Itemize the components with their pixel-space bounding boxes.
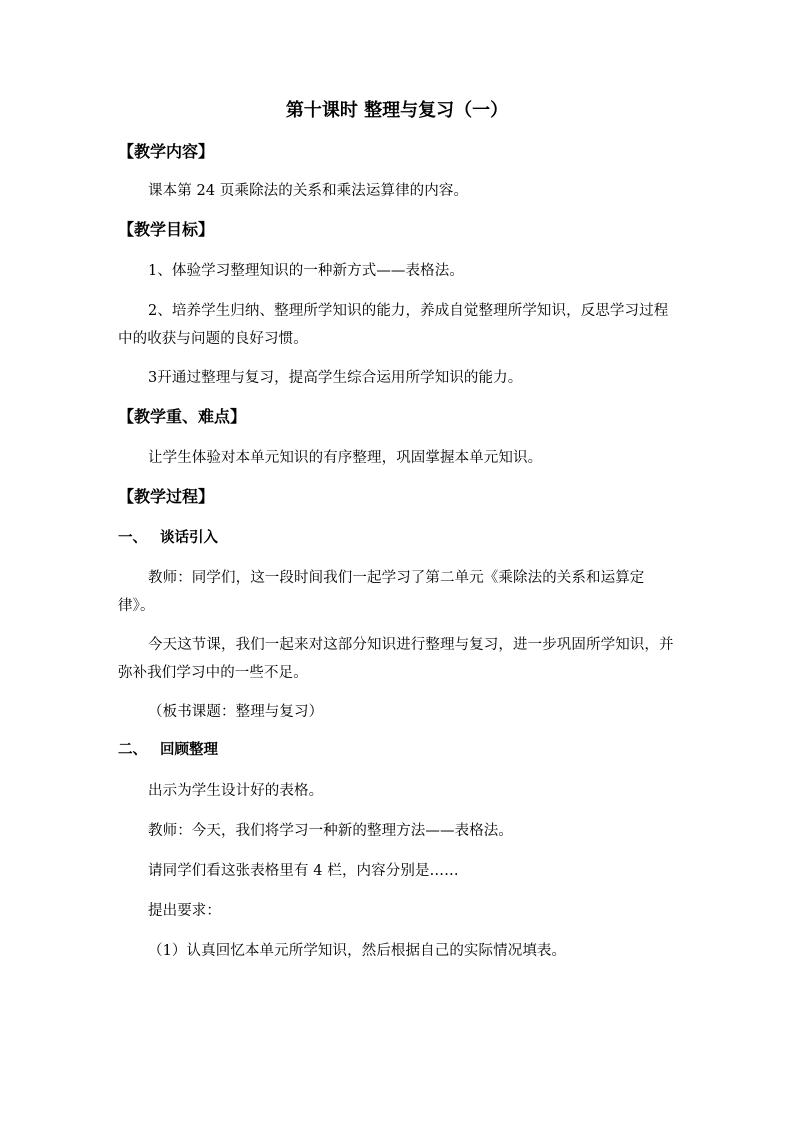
heading-key-points: 【教学重、难点】 xyxy=(118,407,247,426)
goal-item-2: 2、培养学生归纳、整理所学知识的能力，养成自觉整理所学知识，反思学习过程中的收获与问题的良好习惯。 xyxy=(118,303,669,347)
part-1-title: 谈话引入 xyxy=(160,530,218,546)
goal-item-3: 3幵通过整理与复习，提高学生综合运用所学知识的能力。 xyxy=(148,370,523,386)
part-1-paragraph-1: 教师：同学们，这一段时间我们一起学习了第二单元《乘除法的关系和运算定律》。 xyxy=(118,570,645,614)
part-2-title: 回顾整理 xyxy=(160,742,218,758)
part-2-number: 二、 xyxy=(118,742,147,758)
part-1-number: 一、 xyxy=(118,530,147,546)
process-part-1-heading xyxy=(118,528,218,548)
part-2-paragraph-5: （1）认真回忆本单元所学知识，然后根据自己的实际情况填表。 xyxy=(148,943,567,959)
part-1-paragraph-2: 今天这节课，我们一起来对这部分知识进行整理与复习，进一步巩固所学知识，并弥补我们学习中的一些不足。 xyxy=(118,637,674,681)
part-2-paragraph-1: 出示为学生设计好的表格。 xyxy=(148,783,324,799)
lesson-title: 第十课时 整理与复习（一） xyxy=(285,100,509,121)
heading-teaching-goals: 【教学目标】 xyxy=(118,220,215,239)
teaching-content-text: 课本第 24 页乘除法的关系和乘法运算律的内容。 xyxy=(148,183,469,199)
part-2-paragraph-4: 提出要求： xyxy=(148,903,221,919)
heading-teaching-content: 【教学内容】 xyxy=(118,142,215,161)
part-2-paragraph-3: 请同学们看这张表格里有 4 栏，内容分别是…… xyxy=(148,863,459,879)
part-2-paragraph-2: 教师：今天，我们将学习一种新的整理方法——表格法。 xyxy=(148,823,513,839)
goal-item-1: 1、体验学习整理知识的一种新方式——表格法。 xyxy=(148,263,464,279)
key-points-text: 让学生体验对本单元知识的有序整理，巩固掌握本单元知识。 xyxy=(148,450,543,466)
part-1-paragraph-3: （板书课题：整理与复习） xyxy=(148,704,324,720)
heading-teaching-process: 【教学过程】 xyxy=(118,487,215,506)
process-part-2-heading xyxy=(118,740,218,760)
